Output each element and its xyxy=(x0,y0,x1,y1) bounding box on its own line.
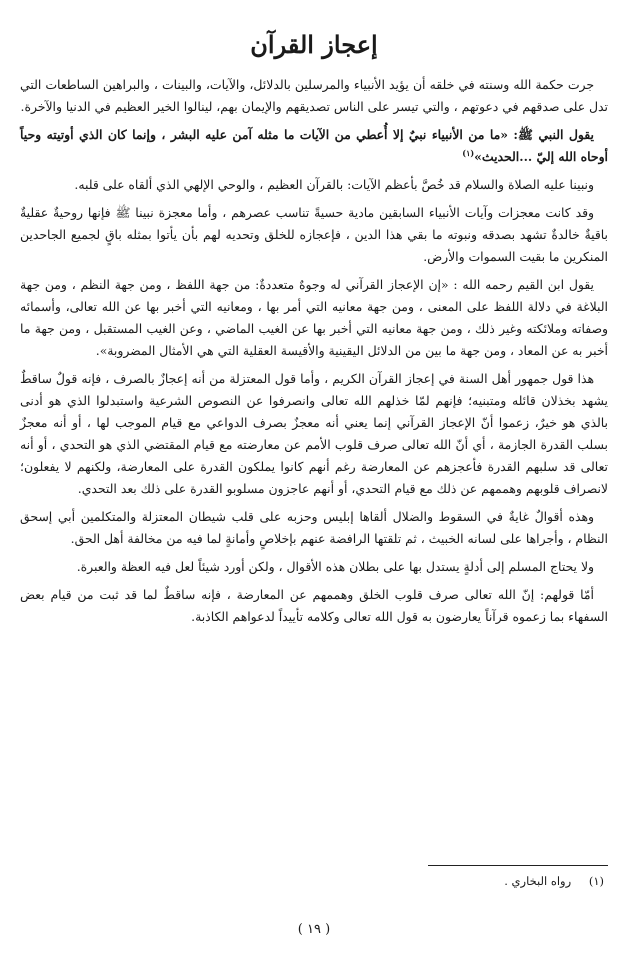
document-body xyxy=(20,74,608,628)
paragraph-6: هذا قول جمهور أهل السنة في إعجاز القرآن الكريم ، وأما قول المعتزلة من أنه إعجازٌ بالصرف ، فإنه قولٌ ساقطٌ يشهد بخذلان قائله ومتبنيه؛ فإنهم لمّا خذلهم الله تعالى وانصرفوا عن النصوص الشرعية واستبدلوا الذي هو أدنى بالذي هو خيرٌ، زعموا أنّ الإعجاز القرآني إنما يعني أنه معجزٌ بصرف الدواعي مع قيام الموجب لها ، أو أنه معجزٌ بسلب القدرة الجازمة ، أي أنّ الله تعالى صرف قلوب الأمم عن معارضته مع قيام المقتضي الذي هو التحدي ، أو أنه تعالى قد سلبهم القدرة فأعجزهم عن المعارضة رغم أنهم كانوا يملكون القدرة على المعارضة، ولكنهم لا يفعلون؛ لانصراف قلوبهم وهممهم عن ذلك مع قيام التحدي، أو أنهم عاجزون مسلوبو القدرة على ذلك بعد التحدي. xyxy=(20,371,608,496)
paragraph-7: وهذه أقوالٌ غايةٌ في السقوط والضلال ألقاها إبليس وحزبه على قلب شيطان المعتزلة والمتكلمين أبي إسحق النظام ، وأجراها على لسانه الخبيث ، ثم تلقتها الرافضة عنهم بإخلاصٍ وأمانةٍ لما فيه من مخالفة أهل الحق. xyxy=(20,509,608,546)
paragraph-4: وقد كانت معجزات وآيات الأنبياء السابقين مادية حسيةً تناسب عصرهم ، وأما معجزة نبينا ﷺ فإنها روحيةٌ عقليةٌ باقيةٌ خالدةٌ تشهد بصدقه ونبوته ما بقي هذا الدين ، فإعجازه للخلق وتحديه لهم بأن يأتوا بمثله باقٍ لجميع الجاحدين المنكرين ما بقيت السموات والأرض. xyxy=(20,205,608,264)
footnote-divider xyxy=(428,865,608,866)
paragraph-5: يقول ابن القيم رحمه الله : «إن الإعجاز القرآني له وجوهٌ متعددةٌ: من جهة اللفظ ، ومن جهة النظم ، ومن جهة البلاغة في دلالة اللفظ على المعنى ، ومن جهة معانيه التي أمر بها ، ومعانيه التي أخبر بها عن الله تعالى، وأسمائه وصفاته وملائكته وغير ذلك ، ومن جهة معانيه التي أخبر بها عن الغيب الماضي ، وعن الغيب المستقبل ، ومن جهة ما أخبر به عن المعاد ، ومن جهة ما بين من الدلائل اليقينية والأقيسة العقلية التي هي الأمثال المضروبة». xyxy=(20,277,608,358)
footnote-reference: (١) xyxy=(462,147,475,158)
paragraph-1: جرت حكمة الله وسنته في خلقه أن يؤيد الأنبياء والمرسلين بالدلائل، والآيات، والبينات ، والبراهين الساطعات التي تدل على صدقهم في دعوتهم ، والتي تيسر على الناس تصديقهم والإيمان بهم، لينالوا الخير العظيم في الدنيا والآخرة. xyxy=(20,77,608,114)
page-title: إعجاز القرآن xyxy=(250,30,378,59)
paragraph-2-hadith xyxy=(20,124,608,168)
footnote xyxy=(20,872,604,890)
footnote-text: رواه البخاري . xyxy=(504,874,572,888)
paragraph-3: ونبينا عليه الصلاة والسلام قد خُصَّ بأعظم الآيات: بالقرآن العظيم ، والوحي الإلهي الذي ألقاه على قلبه. xyxy=(74,177,594,192)
page-number: ( ١٩ ) xyxy=(297,922,331,937)
paragraph-9: أمّا قولهم: إنّ الله تعالى صرف قلوب الخلق وهممهم عن المعارضة ، فإنه ساقطٌ لما قد ثبت من قيام بعض السفهاء بما زعموه قرآناً يعارضون به قول الله تعالى وكلامه تأييداً لدعواهم الكاذبة. xyxy=(20,587,608,624)
footnote-number: (١) xyxy=(588,874,604,888)
paragraph-8: ولا يحتاج المسلم إلى أدلةٍ يستدل بها على بطلان هذه الأقوال ، ولكن أورد شيئاً لعل فيه العظة والعبرة. xyxy=(76,559,594,574)
hadith-text: يقول النبي ﷺ: «ما من الأنبياء نبيٌ إلا أُعطي من الآيات ما مثله آمن عليه البشر ، وإنما كان الذي أوتيته وحياً أوحاه الله إليّ ...الحديث» xyxy=(20,127,608,164)
